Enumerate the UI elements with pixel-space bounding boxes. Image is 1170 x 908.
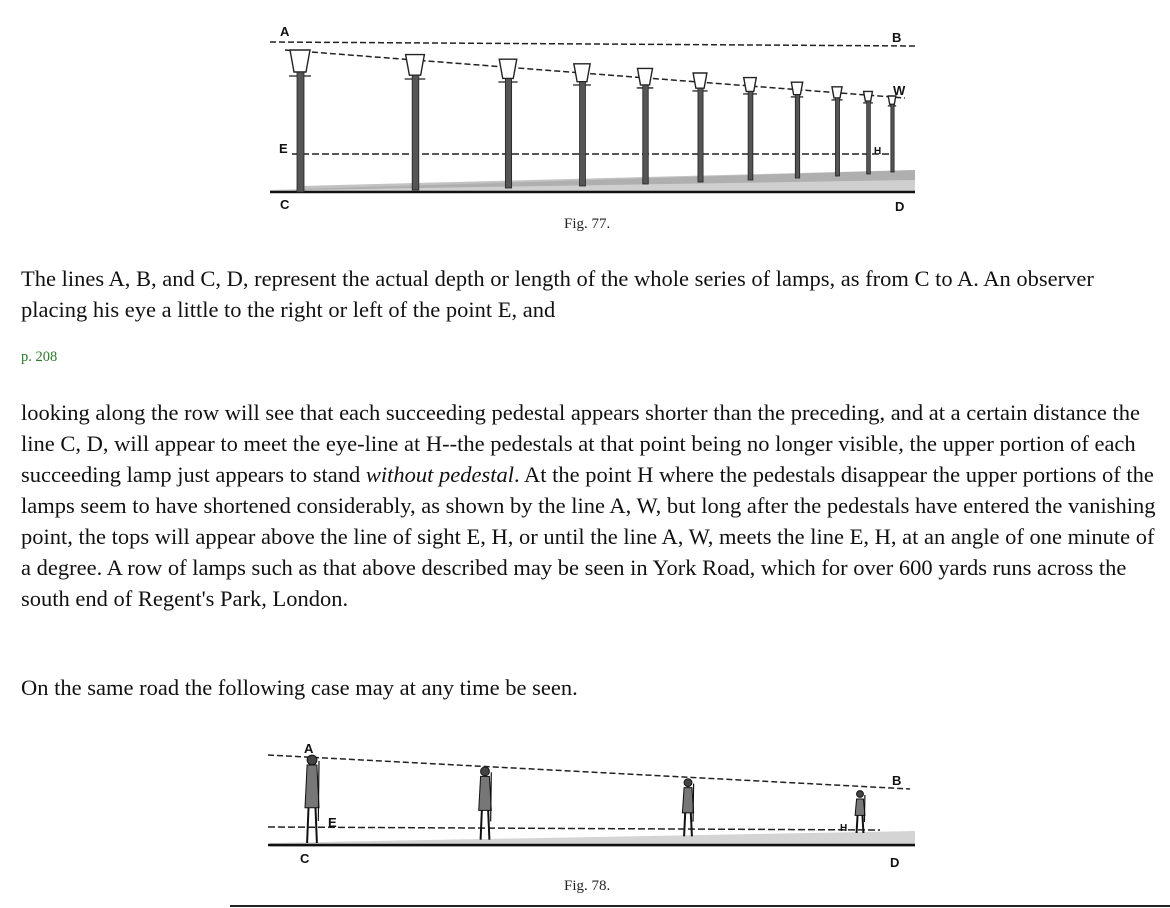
lamp-pedestal bbox=[580, 82, 586, 186]
lamp-head bbox=[406, 55, 425, 76]
lamp-pedestal bbox=[643, 85, 649, 184]
lamp-head bbox=[744, 78, 757, 92]
soldier-legs bbox=[307, 808, 317, 843]
figure-78-illustration bbox=[260, 735, 930, 875]
lamp-pedestal bbox=[867, 101, 871, 174]
label-b: B bbox=[892, 773, 902, 788]
lamp-pedestal bbox=[748, 91, 753, 180]
lamp-head bbox=[290, 50, 310, 72]
lamp-head bbox=[693, 73, 707, 88]
lamp-head bbox=[637, 68, 652, 85]
line-e-h bbox=[268, 827, 880, 830]
soldier-musket bbox=[318, 761, 319, 821]
figure-77-svg bbox=[260, 20, 930, 220]
soldier-musket bbox=[693, 784, 694, 822]
lamp-head bbox=[864, 91, 873, 101]
lamp-pedestal bbox=[891, 104, 894, 172]
lamp-post bbox=[289, 50, 311, 192]
paragraph-2-emphasis: without pedestal bbox=[365, 462, 515, 487]
label-w: W bbox=[893, 83, 906, 98]
soldier-figure bbox=[855, 791, 865, 833]
lamp-post bbox=[692, 73, 707, 182]
lamp-pedestal bbox=[698, 88, 703, 182]
figure-78-caption: Fig. 78. bbox=[564, 878, 611, 894]
lamp-head bbox=[832, 87, 842, 98]
label-e: E bbox=[328, 815, 337, 830]
soldier-legs bbox=[684, 813, 692, 836]
label-b: B bbox=[892, 30, 902, 45]
paragraph-1: The lines A, B, and C, D, represent the actual depth or length of the whole series of lamps, as from C to A. An observer placing his eye a little to the right or left of the point E, and bbox=[21, 266, 1094, 322]
paragraph-2-text-b: . At the point H where the pedestals disappear the upper portions of the lamps seem to have shortened considerably, as shown by the line A, W, but long after the pedestals have entered the vanishing point, the tops will appear above the line of sight E, H, or until the line A, W, meets the line E, H, at an angle of one minute of a degree. A row of lamps such as that above described may be seen in York Road, which for over 600 yards runs across the south end of Regent's Park, London. bbox=[21, 462, 1156, 611]
lamp-pedestal bbox=[412, 75, 419, 190]
bottom-rule bbox=[230, 905, 1170, 907]
lamp-post bbox=[573, 64, 591, 186]
lamp-post bbox=[791, 82, 803, 178]
label-d: D bbox=[890, 855, 900, 870]
soldier-head bbox=[481, 767, 490, 776]
lamp-post bbox=[405, 55, 426, 190]
label-a: A bbox=[304, 741, 314, 756]
soldier-body bbox=[479, 776, 492, 810]
soldier-head bbox=[857, 791, 864, 798]
label-c: C bbox=[300, 851, 310, 866]
lamp-head bbox=[499, 59, 517, 78]
soldier-body bbox=[305, 765, 319, 808]
lamp-head bbox=[791, 82, 802, 94]
line-a-w bbox=[285, 50, 905, 98]
lamp-post bbox=[637, 68, 654, 184]
line-a-b bbox=[268, 755, 910, 789]
page-number: p. 208 bbox=[21, 349, 58, 365]
label-c: C bbox=[280, 197, 290, 212]
lamp-post bbox=[498, 59, 517, 188]
paragraph-2 bbox=[21, 397, 1161, 614]
paragraph-2-text-a: looking along the row will see that each succeeding pedestal appears shorter than the preceding, and at a certain distance the line C, D, will appear to meet the eye-line at H--the pedestals at that point being no longer visible, the upper portion of each succeeding lamp just appears to stand bbox=[21, 400, 1140, 487]
lamp-pedestal bbox=[505, 78, 511, 188]
soldier-figure bbox=[479, 767, 492, 840]
lamp-post bbox=[743, 78, 757, 180]
lamp-pedestal bbox=[835, 98, 839, 176]
label-e: E bbox=[279, 141, 288, 156]
soldier-figure bbox=[305, 755, 319, 843]
soldier-legs bbox=[481, 810, 490, 839]
label-h: H bbox=[874, 146, 882, 157]
lamp-pedestal bbox=[297, 72, 304, 192]
lamp-pedestal bbox=[795, 95, 799, 178]
soldier-head bbox=[684, 779, 692, 787]
soldier-head bbox=[307, 755, 317, 765]
lamp-post bbox=[863, 91, 873, 174]
lamp-post bbox=[831, 87, 842, 176]
soldier-body bbox=[682, 788, 693, 813]
lamp-row bbox=[289, 50, 896, 192]
figure-77-caption: Fig. 77. bbox=[564, 216, 611, 232]
label-h: H bbox=[840, 823, 848, 834]
label-a: A bbox=[280, 24, 290, 39]
label-d: D bbox=[895, 199, 905, 214]
line-a-b bbox=[270, 42, 915, 46]
figure-78-svg bbox=[260, 735, 930, 875]
soldier-body bbox=[855, 799, 865, 815]
lamp-post bbox=[888, 96, 896, 172]
lamp-head bbox=[574, 64, 590, 82]
soldier-figure bbox=[682, 779, 693, 837]
paragraph-3: On the same road the following case may at any time be seen. bbox=[21, 675, 578, 700]
figure-77-illustration bbox=[260, 20, 930, 220]
soldier-musket bbox=[491, 772, 492, 821]
